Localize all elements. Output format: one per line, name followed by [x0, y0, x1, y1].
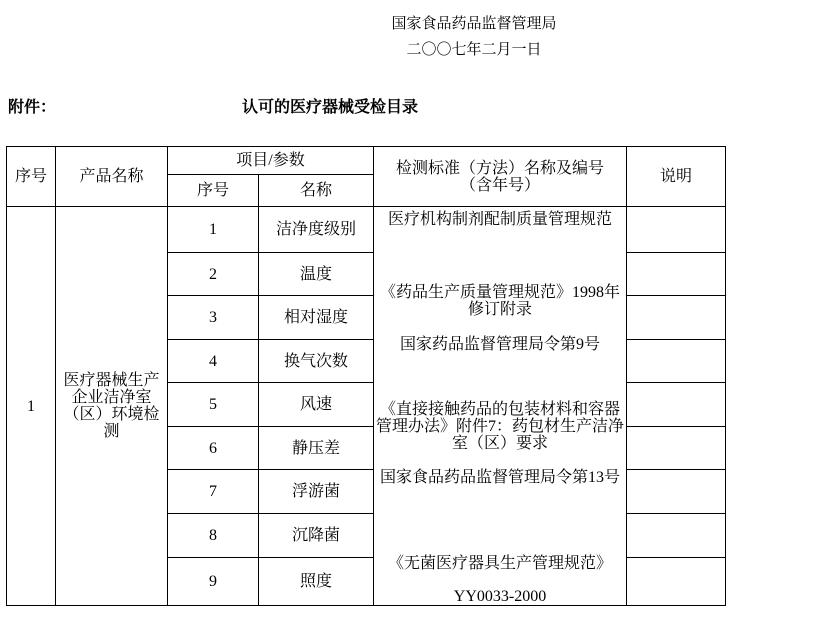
param-name-cell: 温度 — [259, 253, 374, 296]
standard-paragraph: 《无菌医疗器具生产管理规范》 — [388, 555, 613, 572]
param-no-cell: 5 — [168, 383, 259, 427]
header-note: 说明 — [627, 147, 726, 207]
param-name-cell: 静压差 — [259, 427, 374, 470]
note-cell — [627, 296, 726, 340]
param-no-cell: 8 — [168, 514, 259, 558]
standard-paragraph: 国家食品药品监督管理局令第13号 — [380, 469, 621, 486]
header-product-name: 产品名称 — [56, 147, 168, 207]
serial-cell: 1 — [7, 207, 56, 606]
header-item-param: 项目/参数 — [168, 147, 374, 175]
param-name-cell: 风速 — [259, 383, 374, 427]
attachment-title: 认可的医疗器械受检目录 — [242, 99, 419, 116]
param-no-cell: 9 — [168, 558, 259, 606]
header-standard-text: 检测标准（方法）名称及编号（含年号） — [396, 159, 605, 194]
param-no-cell: 1 — [168, 207, 259, 253]
param-no-cell: 4 — [168, 340, 259, 383]
note-cell — [627, 383, 726, 427]
standard-paragraph: 医疗机构制剂配制质量管理规范 — [388, 211, 613, 228]
param-name-cell: 沉降菌 — [259, 514, 374, 558]
note-cell — [627, 207, 726, 253]
standard-paragraph: 《药品生产质量管理规范》1998年修订附录 — [380, 284, 621, 318]
attachment-label: 附件： — [8, 99, 57, 116]
document-date: 二〇〇七年二月一日 — [406, 42, 542, 58]
param-name-cell: 洁净度级别 — [259, 207, 374, 253]
note-cell — [627, 514, 726, 558]
standard-paragraph: 《直接接触药品的包装材料和容器管理办法》附件7：药包材生产洁净室（区）要求 — [376, 401, 625, 452]
header-item-name: 名称 — [259, 175, 374, 207]
product-name-text: 医疗器械生产企业洁净室（区）环境检测 — [63, 372, 160, 440]
param-no-cell: 7 — [168, 470, 259, 514]
note-cell — [627, 470, 726, 514]
param-name-cell: 相对湿度 — [259, 296, 374, 340]
standard-paragraph: 国家药品监督管理局令第9号 — [400, 336, 601, 353]
header-row-1 — [7, 147, 726, 175]
param-no-cell: 3 — [168, 296, 259, 340]
product-name-cell — [56, 207, 168, 606]
note-cell — [627, 253, 726, 296]
standards-cell — [374, 207, 627, 606]
header-serial: 序号 — [7, 147, 56, 207]
inspection-catalog-table — [6, 146, 726, 606]
note-cell — [627, 558, 726, 606]
param-name-cell: 换气次数 — [259, 340, 374, 383]
agency-name: 国家食品药品监督管理局 — [391, 16, 557, 32]
param-name-cell: 照度 — [259, 558, 374, 606]
standard-paragraph: YY0033-2000 — [453, 588, 547, 605]
header-standard — [374, 147, 627, 207]
param-no-cell: 2 — [168, 253, 259, 296]
note-cell — [627, 340, 726, 383]
note-cell — [627, 427, 726, 470]
table-row — [7, 207, 726, 253]
param-name-cell: 浮游菌 — [259, 470, 374, 514]
param-no-cell: 6 — [168, 427, 259, 470]
header-item-serial: 序号 — [168, 175, 259, 207]
